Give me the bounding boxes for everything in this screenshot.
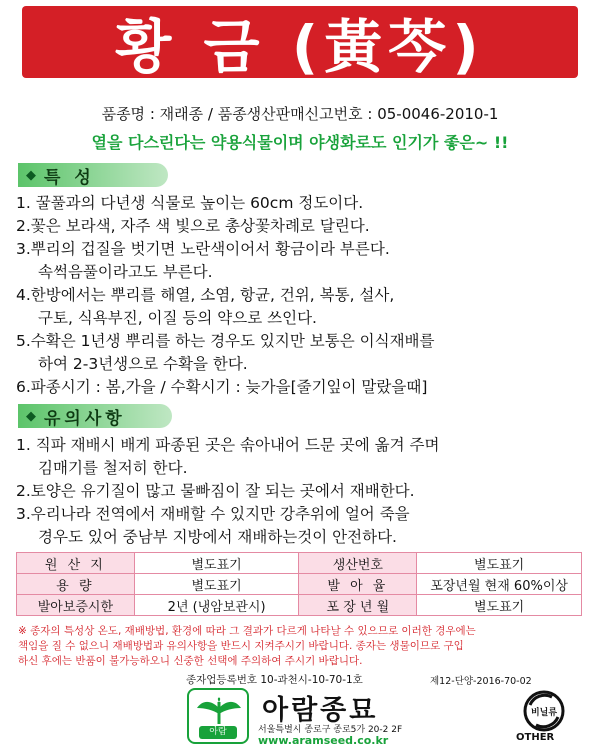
notice-line: 하신 후에는 반품이 불가능하오니 신중한 선택에 주의하여 주시기 바랍니다. (18, 655, 363, 667)
title-banner (22, 6, 578, 81)
product-title: 황 금 (黃芩) (115, 13, 485, 81)
company-website: www.aramseed.co.kr (258, 734, 389, 747)
list-item: 속썩음풀이라고도 부른다. (38, 263, 213, 281)
list-item: 3.뿌리의 겁질을 벗기면 노란색이어서 황금이라 부른다. (16, 240, 390, 258)
producer-value: 별도표기 (417, 553, 582, 574)
list-item: 김매기를 철저히 한다. (38, 459, 188, 477)
list-item: 2.꽃은 보라색, 자주 색 빛으로 총상꽃차례로 달린다. (16, 217, 370, 235)
features-list (16, 192, 586, 399)
company-address: 서울특별시 종로구 종로5가 20-2 2F (258, 725, 403, 735)
features-heading (18, 163, 168, 187)
seed-info-table (16, 552, 582, 616)
guarantee-label: 발아보증시한 (17, 595, 135, 616)
diamond-icon: ◆ (26, 167, 36, 183)
features-heading-label: 특 성 (44, 167, 95, 188)
table-row (17, 574, 582, 595)
company-logo (187, 688, 249, 744)
origin-value: 별도표기 (134, 553, 299, 574)
list-item: 1. 꿀풀과의 다년생 식물로 높이는 60cm 정도이다. (16, 194, 364, 212)
quantity-value: 별도표기 (134, 574, 299, 595)
product-code: 제12-단양-2016-70-02 (430, 676, 532, 687)
disclaimer-notice (18, 624, 584, 669)
company-name: 아람종묘 (262, 695, 379, 726)
cautions-heading-label: 유의사항 (44, 408, 126, 429)
table-row (17, 553, 582, 574)
packdate-label: 포 장 년 월 (299, 595, 417, 616)
producer-label: 생산번호 (299, 553, 417, 574)
list-item: 구토, 식욕부진, 이질 등의 약으로 쓰인다. (38, 309, 317, 327)
germination-value: 포장년월 현재 60%이상 (417, 574, 582, 595)
recycle-icon (522, 689, 566, 733)
quantity-label: 용 량 (17, 574, 135, 595)
table-row (17, 595, 582, 616)
notice-line: 책임을 질 수 없으니 재배방법과 유의사항을 반드시 지켜주시기 바랍니다. 종자는 생물이므로 구입 (18, 640, 464, 652)
variety-info: 품종명 : 재래종 / 품종생산판매신고번호 : 05-0046-2010-1 (101, 105, 499, 123)
recycle-badge-label: 비닐류 (530, 708, 558, 718)
registration-number: 종자업등록번호 10-과천시-10-70-1호 (186, 674, 363, 686)
list-item: 2.토양은 유기질이 많고 물빠짐이 잘 되는 곳에서 재배한다. (16, 482, 415, 500)
list-item: 5.수확은 1년생 뿌리를 하는 경우도 있지만 보통은 이식재배를 (16, 332, 435, 350)
cautions-list (16, 434, 586, 549)
sprout-icon (195, 694, 243, 726)
diamond-icon: ◆ (26, 408, 36, 424)
recycle-label: OTHER (516, 732, 555, 743)
origin-label: 원 산 지 (17, 553, 135, 574)
slogan: 열을 다스린다는 약용식물이며 야생화로도 인기가 좋은~ !! (91, 133, 509, 152)
logo-text: 아람 (199, 726, 237, 739)
list-item: 4.한방에서는 뿌리를 해열, 소염, 항균, 건위, 복통, 설사, (16, 286, 395, 304)
list-item: 6.파종시기 : 봄,가을 / 수확시기 : 늦가을[줄기잎이 말랐을때] (16, 378, 428, 396)
germination-label: 발 아 율 (299, 574, 417, 595)
list-item: 1. 직파 재배시 배게 파종된 곳은 솎아내어 드문 곳에 옮겨 주며 (16, 436, 440, 454)
list-item: 하여 2-3년생으로 수확을 한다. (38, 355, 248, 373)
list-item: 3.우리나라 전역에서 재배할 수 있지만 강추위에 얼어 죽을 (16, 505, 410, 523)
list-item: 경우도 있어 중남부 지방에서 재배하는것이 안전하다. (38, 528, 397, 546)
notice-line: ※ 종자의 특성상 온도, 재배방법, 환경에 따라 그 결과가 다르게 나타날 수 있으므로 이러한 경우에는 (18, 625, 476, 637)
guarantee-value: 2년 (냉암보관시) (134, 595, 299, 616)
cautions-heading (18, 404, 172, 428)
packdate-value: 별도표기 (417, 595, 582, 616)
